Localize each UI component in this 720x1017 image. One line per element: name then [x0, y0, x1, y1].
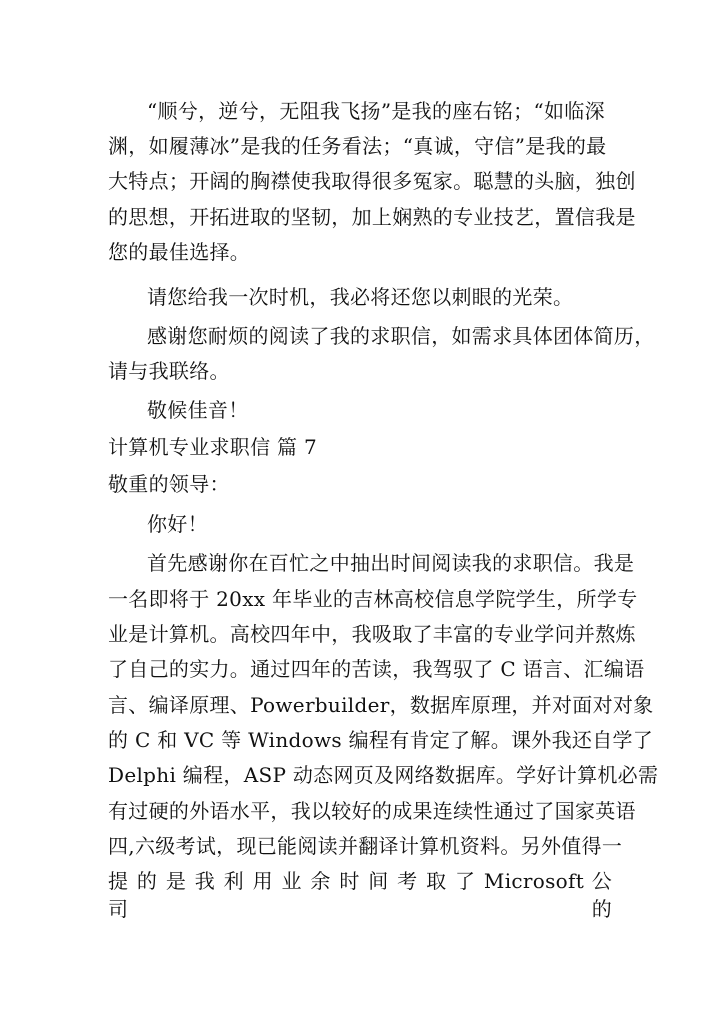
closing-line: 敬候佳音！ [147, 398, 249, 422]
paragraph-line: 请您给我一次时机，我必将还您以刺眼的光荣。 [147, 285, 574, 309]
paragraph-line: 渊，如履薄冰”是我的任务看法；“真诚，守信”是我的最 [108, 134, 607, 158]
paragraph-line: 大特点；开阔的胸襟使我取得很多冤家。聪慧的头脑，独创 [108, 169, 636, 193]
paragraph-line: 首先感谢你在百忙之中抽出时间阅读我的求职信。我是 [147, 551, 635, 575]
paragraph-line: 的 C 和 VC 等 Windows 编程有肯定了解。课外我还自学了 [108, 728, 654, 752]
paragraph-line: 请与我联络。 [108, 359, 230, 383]
paragraph-line: 提 的 是 我 利 用 业 余 时 间 考 取 了 Microsoft 公 司 的 [108, 869, 612, 921]
paragraph-line: 感谢您耐烦的阅读了我的求职信，如需求具体团体简历， [147, 324, 655, 348]
paragraph-line: 有过硬的外语水平，我以较好的成果连续性通过了国家英语 [108, 799, 636, 823]
paragraph-line: 言、编译原理、Powerbuilder，数据库原理，并对面对对象 [108, 693, 654, 717]
paragraph-line: 的思想，开拓进取的坚韧，加上娴熟的专业技艺，置信我是 [108, 205, 636, 229]
paragraph-line: 业是计算机。高校四年中，我吸取了丰富的专业学问并熬炼 [108, 622, 636, 646]
paragraph-line: Delphi 编程，ASP 动态网页及网络数据库。学好计算机必需 [108, 763, 659, 787]
greeting: 你好！ [147, 512, 208, 536]
paragraph-line: 四,六级考试，现已能阅读并翻译计算机资料。另外值得一 [108, 834, 623, 858]
paragraph-line: “顺兮，逆兮，无阻我飞扬”是我的座右铭；“如临深 [147, 99, 605, 123]
paragraph-line: 了自己的实力。通过四年的苦读，我驾驭了 C 语言、汇编语 [108, 657, 645, 681]
paragraph-line: 一名即将于 20xx 年毕业的吉林高校信息学院学生，所学专 [108, 587, 638, 611]
section-heading: 计算机专业求职信 篇 7 [108, 435, 318, 459]
salutation: 敬重的领导： [108, 472, 230, 496]
paragraph-line: 您的最佳选择。 [108, 240, 251, 264]
